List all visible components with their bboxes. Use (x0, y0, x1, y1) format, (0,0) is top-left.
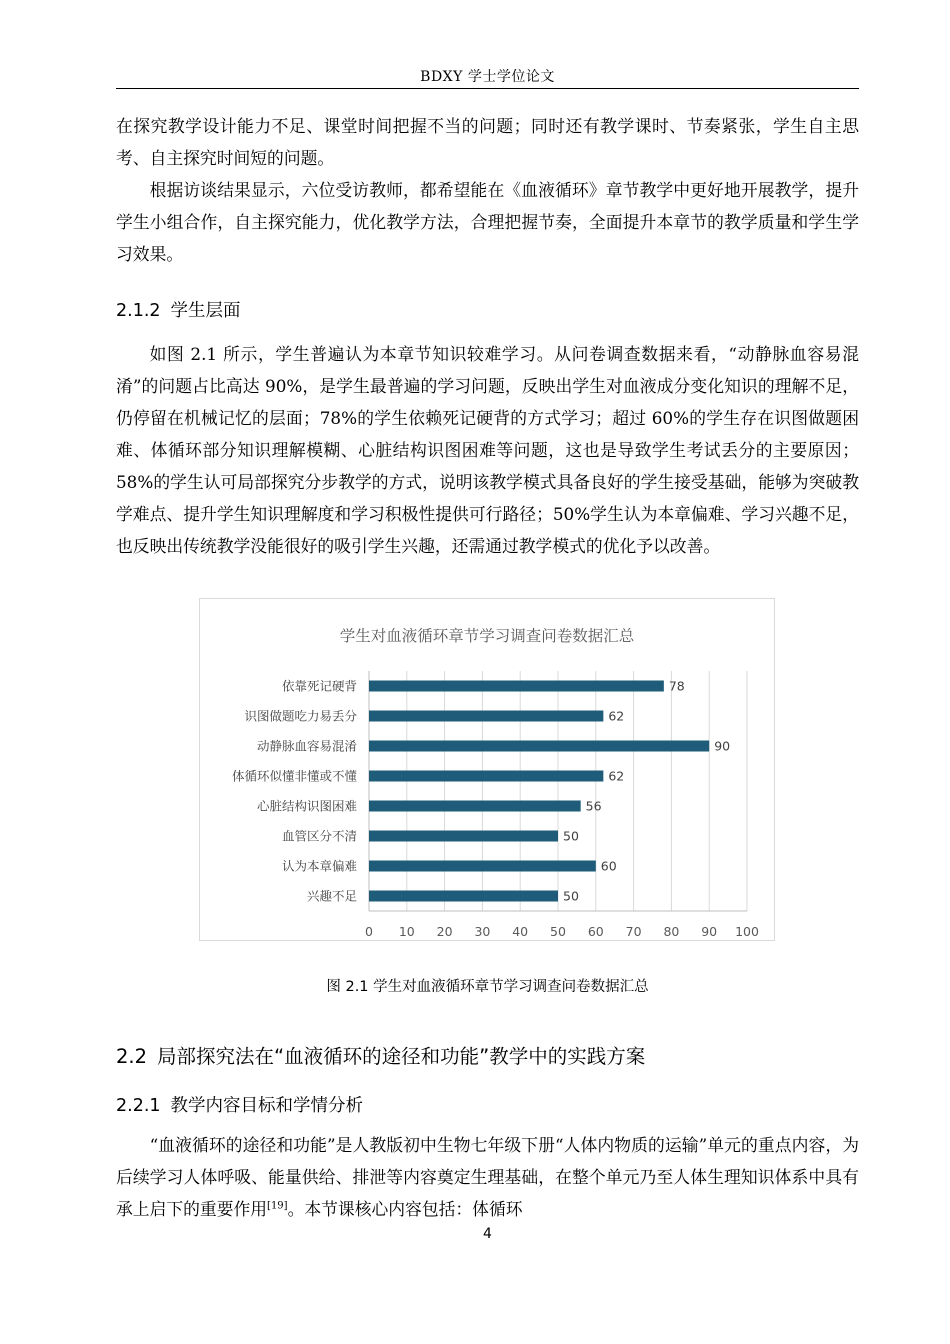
paragraph-3: 如图 2.1 所示，学生普遍认为本章节知识较难学习。从问卷调查数据来看，“动静脉血容易混淆”的问题占比高达 90%，是学生最普遍的学习问题，反映出学生对血液成分变化知识的理解不足，仍停留在机械记忆的层面；78%的学生依赖死记硬背的方式学习；超过 60%的学生存在识图做题困难、体循环部分知识理解模糊、心脏结构识图困难等问题，这也是导致学生考试丢分的主要原因；58%的学生认可局部探究分步教学的方式，说明该教学模式具备良好的学生接受基础，能够为突破教学难点、提升学生知识理解度和学习积极性提供可行路径；50%学生认为本章偏难、学习兴趣不足，也反映出传统教学没能很好的吸引学生兴趣，还需通过教学模式的优化予以改善。 (116, 344, 859, 556)
bar (369, 681, 664, 692)
paragraph-1: 在探究教学设计能力不足、课堂时间把握不当的问题；同时还有教学课时、节奏紧张，学生自主思考、自主探究时间短的问题。 (116, 116, 859, 168)
category-label: 兴趣不足 (306, 888, 357, 904)
section-number: 2.2 (116, 1045, 148, 1068)
data-label: 90 (714, 738, 731, 754)
paragraph-4-tail: 。本节课核心内容包括：体循环 (287, 1199, 523, 1219)
bar (369, 741, 709, 752)
x-tick-label: 40 (512, 924, 529, 939)
data-label: 50 (563, 888, 579, 904)
running-header: BDXY 学士学位论文 (420, 69, 555, 85)
data-label: 56 (585, 798, 602, 814)
section-heading-2-1-2 (116, 297, 241, 322)
data-label: 62 (608, 708, 625, 724)
body-text-bottom (116, 1129, 859, 1225)
bar (369, 711, 603, 722)
bar-chart (200, 599, 774, 940)
body-text-middle (116, 338, 859, 562)
x-tick-label: 80 (663, 924, 680, 939)
data-label: 50 (563, 828, 579, 844)
x-tick-label: 70 (625, 924, 642, 939)
data-label: 62 (608, 768, 625, 784)
category-label: 识图做题吃力易丢分 (244, 708, 357, 724)
figure-caption: 图 2.1 学生对血液循环章节学习调查问卷数据汇总 (326, 979, 649, 995)
category-label: 体循环似懂非懂或不懂 (231, 768, 357, 784)
section-title: 局部探究法在“血液循环的途径和功能”教学中的实践方案 (157, 1045, 646, 1068)
section-heading-2-2 (116, 1041, 645, 1069)
x-tick-label: 60 (587, 924, 604, 939)
category-label: 依靠死记硬背 (281, 678, 357, 694)
paragraph-4 (116, 1129, 859, 1225)
body-text-top (116, 110, 859, 270)
category-label: 动静脉血容易混淆 (256, 738, 357, 754)
category-label: 心脏结构识图困难 (256, 798, 357, 814)
data-label: 78 (668, 678, 685, 694)
paragraph-2: 根据访谈结果显示，六位受访教师，都希望能在《血液循环》章节教学中更好地开展教学，提升学生小组合作，自主探究能力，优化教学方法，合理把握节奏，全面提升本章节的教学质量和学生学习效果。 (116, 180, 859, 264)
section-number: 2.1.2 (116, 301, 161, 321)
x-tick-label: 100 (735, 924, 759, 939)
citation-19: [19] (267, 1200, 288, 1212)
section-title: 教学内容目标和学情分析 (170, 1096, 364, 1116)
x-tick-label: 50 (550, 924, 566, 939)
bar (369, 801, 581, 812)
bar (369, 891, 558, 902)
section-number: 2.2.1 (116, 1096, 161, 1116)
data-label: 60 (600, 858, 617, 874)
bar (369, 771, 603, 782)
category-label: 血管区分不清 (281, 828, 357, 844)
section-title: 学生层面 (170, 301, 241, 321)
paragraph-4-text: “血液循环的途径和功能”是人教版初中生物七年级下册“人体内物质的运输”单元的重点内容，为后续学习人体呼吸、能量供给、排泄等内容奠定生理基础，在整个单元乃至人体生理知识体系中具有承上启下的重要作用 (116, 1135, 859, 1219)
x-tick-label: 30 (474, 924, 491, 939)
bar (369, 831, 558, 842)
x-tick-label: 10 (398, 924, 415, 939)
page-number: 4 (483, 1226, 492, 1242)
x-tick-label: 20 (436, 924, 453, 939)
x-tick-label: 0 (365, 924, 373, 939)
header-rule (116, 88, 859, 89)
chart-title: 学生对血液循环章节学习调查问卷数据汇总 (339, 627, 635, 645)
x-tick-label: 90 (701, 924, 718, 939)
figure-2-1-chart (199, 598, 775, 941)
section-heading-2-2-1 (116, 1092, 363, 1117)
bar (369, 861, 596, 872)
category-label: 认为本章偏难 (281, 858, 357, 874)
